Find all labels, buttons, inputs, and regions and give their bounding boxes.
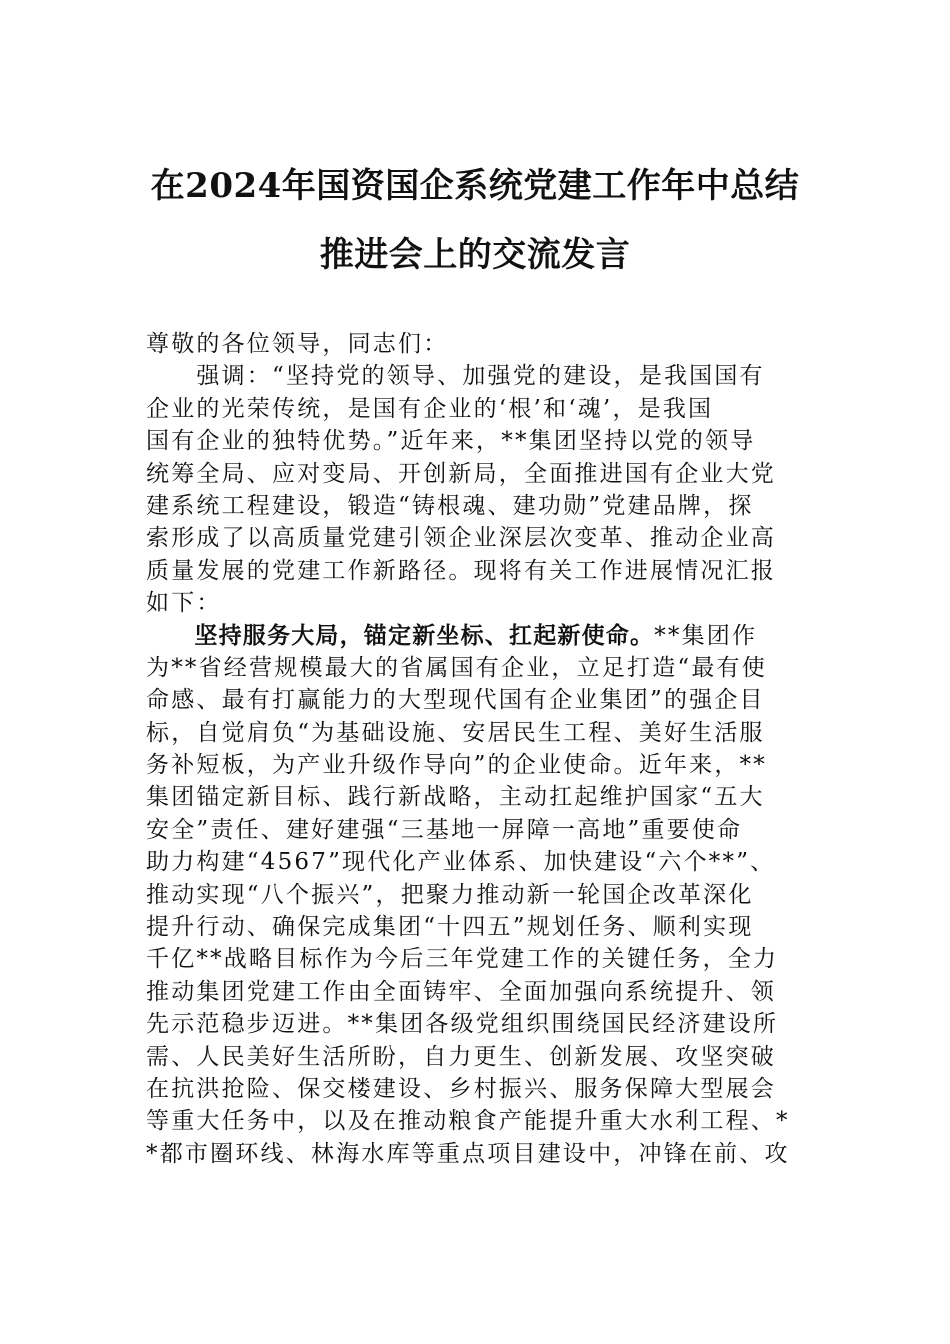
salutation: 尊敬的各位领导，同志们：: [146, 331, 449, 357]
paragraph-line: 国有企业的独特优势。”近年来，**集团坚持以党的领导: [146, 428, 756, 455]
paragraph-line: 集团锚定新目标、践行新战略，主动扛起维护国家“五大: [146, 784, 765, 811]
paragraph-line: 强调：“坚持党的领导、加强党的建设，是我国国有: [146, 363, 765, 390]
paragraph-line: 索形成了以高质量党建引领企业深层次变革、推动企业高: [146, 525, 776, 552]
paragraph-line: 千亿**战略目标作为今后三年党建工作的关键任务，全力: [146, 946, 779, 973]
paragraph-line: 需、人民美好生活所盼，自力更生、创新发展、攻坚突破: [146, 1043, 776, 1070]
paragraph-line: 质量发展的党建工作新路径。现将有关工作进展情况汇报: [146, 557, 776, 584]
paragraph-line: 标，自觉肩负“为基础设施、安居民生工程、美好生活服: [146, 719, 765, 746]
paragraph-line: 建系统工程建设，锻造“铸根魂、建功勋”党建品牌，探: [146, 492, 754, 519]
paragraph-line: 为**省经营规模最大的省属国有企业，立足打造“最有使: [146, 654, 767, 681]
paragraph-line: 推动集团党建工作由全面铸牢、全面加强向系统提升、领: [146, 978, 776, 1005]
paragraph-line: 企业的光荣传统，是国有企业的‘根’和‘魂’，是我国: [146, 395, 714, 422]
paragraph-line: 推动实现“八个振兴”，把聚力推动新一轮国企改革深化: [146, 881, 754, 908]
paragraph-line: 统筹全局、应对变局、开创新局，全面推进国有企业大党: [146, 460, 776, 487]
paragraph-line: 助力构建“4567”现代化产业体系、加快建设“六个**”、: [146, 849, 776, 876]
document-title-line-1: 在2024年国资国企系统党建工作年中总结: [150, 166, 800, 206]
document-title-line-2: 推进会上的交流发言: [319, 235, 631, 275]
section-heading: 坚持服务大局，锚定新坐标、扛起新使命。: [146, 622, 655, 649]
paragraph-line: 命感、最有打赢能力的大型现代国有企业集团”的强企目: [146, 687, 765, 714]
paragraph-line: 在抗洪抢险、保交楼建设、乡村振兴、服务保障大型展会: [146, 1075, 776, 1102]
paragraph-line: 提升行动、确保完成集团“十四五”规划任务、顺利实现: [146, 914, 754, 941]
paragraph-2: [146, 620, 826, 1171]
paragraph-line: 等重大任务中，以及在推动粮食产能提升重大水利工程、*: [146, 1108, 790, 1135]
paragraph-text: **集团作: [654, 622, 758, 649]
paragraph-line: 务补短板，为产业升级作导向”的企业使命。近年来，**: [146, 752, 767, 779]
paragraph-1: [146, 360, 826, 619]
document-body: [146, 328, 826, 1170]
paragraph-line-first: [146, 620, 826, 652]
paragraph-line: *都市圈环线、林海水库等重点项目建设中，冲锋在前、攻: [146, 1140, 790, 1167]
paragraph-line: 安全”责任、建好建强“三基地一屏障一高地”重要使命: [146, 816, 743, 843]
paragraph-line: 如下：: [146, 590, 222, 617]
paragraph-line: 先示范稳步迈进。**集团各级党组织围绕国民经济建设所: [146, 1011, 779, 1038]
